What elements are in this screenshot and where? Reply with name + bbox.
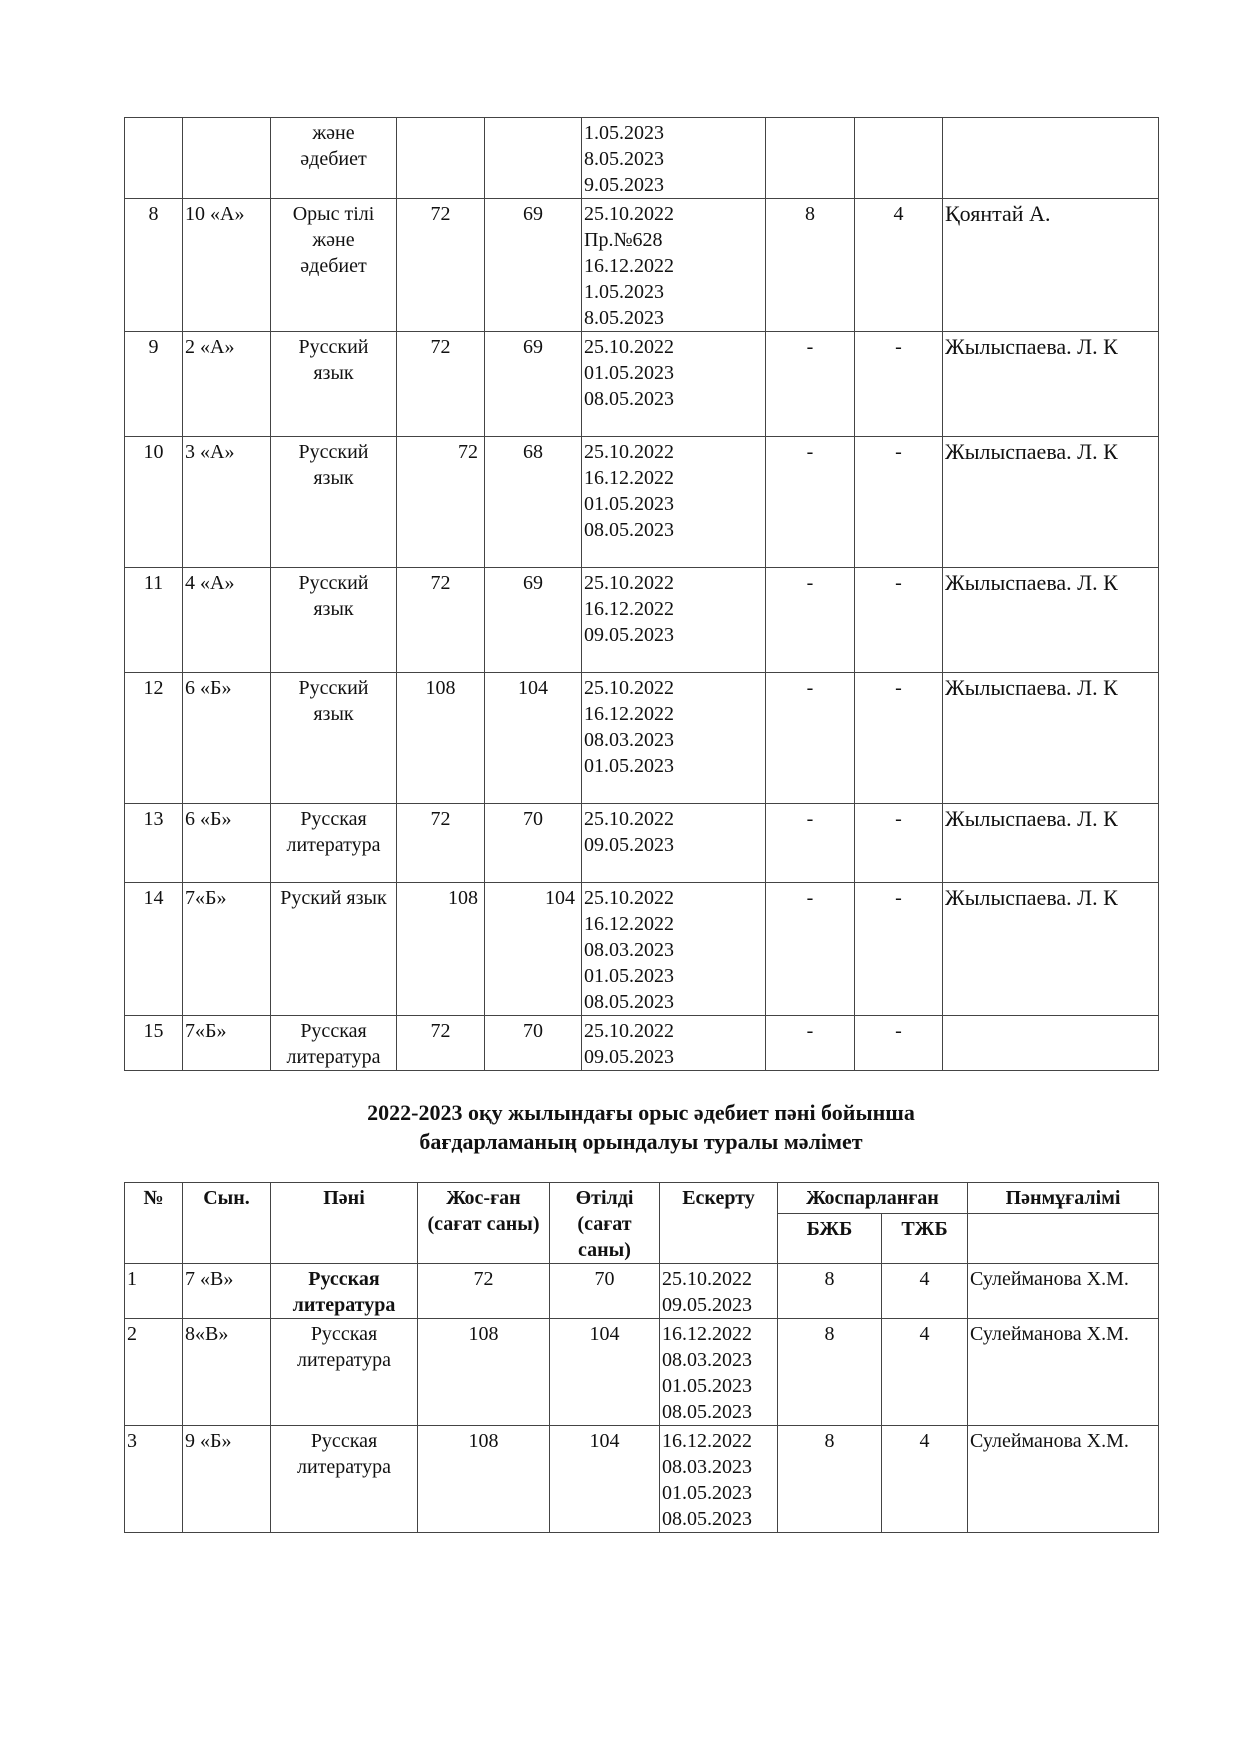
header-teacher: Пәнмұғалімі — [968, 1183, 1159, 1214]
dates-line: 01.05.2023 — [662, 1375, 752, 1397]
bjb-count: - — [766, 804, 855, 883]
dates-line: 09.05.2023 — [662, 1294, 752, 1316]
dates-line: 25.10.2022 — [584, 203, 674, 225]
header-done-hours-line: саны) — [578, 1239, 631, 1261]
header-planned: Жоспарланған — [778, 1183, 968, 1214]
dates-line: 25.10.2022 — [584, 572, 674, 594]
bjb-count: 8 — [778, 1426, 882, 1533]
bjb-count: - — [766, 437, 855, 568]
row-number: 10 — [125, 437, 183, 568]
dates-line: 08.05.2023 — [584, 519, 674, 541]
dates-line: 01.05.2023 — [584, 755, 674, 777]
tjb-count: - — [855, 673, 943, 804]
dates — [582, 118, 766, 199]
subject-line: литература — [296, 1349, 391, 1371]
header-planned-hours — [418, 1183, 550, 1264]
class-name: 7«Б» — [183, 883, 271, 1016]
bjb-count: - — [766, 568, 855, 673]
dates-line: 25.10.2022 — [584, 887, 674, 909]
planned-hours: 108 — [418, 1426, 550, 1533]
tjb-count: - — [855, 332, 943, 437]
planned-hours: 108 — [397, 883, 485, 1016]
bjb-count: - — [766, 1016, 855, 1071]
dates — [660, 1319, 778, 1426]
dates-line: 16.12.2022 — [584, 598, 674, 620]
teacher-name: Жылыспаева. Л. К — [943, 437, 1159, 568]
done-hours: 69 — [485, 568, 582, 673]
dates-line: 16.12.2022 — [584, 467, 674, 489]
class-name: 7«Б» — [183, 1016, 271, 1071]
dates-line: 08.05.2023 — [662, 1508, 752, 1530]
bjb-count: - — [766, 673, 855, 804]
planned-hours: 72 — [397, 437, 485, 568]
subject — [271, 118, 397, 199]
subject — [271, 437, 397, 568]
row-number: 13 — [125, 804, 183, 883]
class-name: 8«В» — [183, 1319, 271, 1426]
done-hours — [485, 118, 582, 199]
done-hours: 104 — [550, 1426, 660, 1533]
class-name: 9 «Б» — [183, 1426, 271, 1533]
dates-line: 09.05.2023 — [584, 1046, 674, 1068]
teacher-name: Сулейманова Х.М. — [968, 1319, 1159, 1426]
heading-line-1: 2022-2023 оқу жылындағы орыс әдебиет пәні бойынша — [367, 1100, 915, 1125]
header-done-hours-line: Өтілді — [575, 1187, 634, 1209]
row-number — [125, 118, 183, 199]
subject-line: Русская — [310, 1323, 378, 1345]
dates-line: 01.05.2023 — [662, 1482, 752, 1504]
teacher-name: Жылыспаева. Л. К — [943, 673, 1159, 804]
subject-line: Русский — [298, 441, 369, 463]
tjb-count: 4 — [882, 1264, 968, 1319]
dates — [660, 1264, 778, 1319]
dates-line: 08.03.2023 — [584, 729, 674, 751]
tjb-count: 4 — [882, 1426, 968, 1533]
planned-hours: 72 — [397, 199, 485, 332]
header-planned-hours-line: Жос-ған — [446, 1187, 521, 1209]
subject — [271, 1264, 418, 1319]
dates-line: 1.05.2023 — [584, 281, 664, 303]
header-tjb: ТЖБ — [882, 1214, 968, 1264]
bjb-count: 8 — [778, 1319, 882, 1426]
subject-line: әдебиет — [300, 255, 367, 277]
dates-line: Пр.№628 — [584, 229, 663, 251]
program-table-1 — [124, 117, 1159, 1071]
dates — [582, 1016, 766, 1071]
planned-hours: 72 — [397, 332, 485, 437]
subject-line: литература — [296, 1456, 391, 1478]
planned-hours: 72 — [397, 568, 485, 673]
dates-line: 16.12.2022 — [584, 913, 674, 935]
dates-line: 16.12.2022 — [584, 703, 674, 725]
dates-line: 01.05.2023 — [584, 362, 674, 384]
tjb-count: - — [855, 437, 943, 568]
subject — [271, 1319, 418, 1426]
table-row — [125, 199, 1159, 332]
subject-line: және — [312, 122, 355, 144]
dates-line: 08.03.2023 — [662, 1349, 752, 1371]
row-number: 12 — [125, 673, 183, 804]
dates-line: 25.10.2022 — [584, 1020, 674, 1042]
subject-line: язык — [313, 703, 354, 725]
table-row — [125, 673, 1159, 804]
dates-line: 9.05.2023 — [584, 174, 664, 196]
header-done-hours-line: (сағат — [577, 1213, 632, 1235]
done-hours: 68 — [485, 437, 582, 568]
heading-line-2: бағдарламаның орындалуы туралы мәлімет — [419, 1129, 863, 1154]
teacher-name: Жылыспаева. Л. К — [943, 568, 1159, 673]
subject-line: литература — [292, 1294, 396, 1316]
dates-line: 08.03.2023 — [584, 939, 674, 961]
planned-hours: 72 — [397, 804, 485, 883]
dates-line: 08.05.2023 — [584, 991, 674, 1013]
teacher-name: Қоянтай А. — [943, 199, 1159, 332]
class-name: 10 «А» — [183, 199, 271, 332]
done-hours: 70 — [485, 1016, 582, 1071]
tjb-count: - — [855, 804, 943, 883]
table-row — [125, 437, 1159, 568]
section-heading — [124, 1098, 1158, 1156]
row-number: 2 — [125, 1319, 183, 1426]
teacher-name: Жылыспаева. Л. К — [943, 332, 1159, 437]
class-name: 6 «Б» — [183, 673, 271, 804]
table-row — [125, 804, 1159, 883]
subject-line: язык — [313, 362, 354, 384]
tjb-count: - — [855, 568, 943, 673]
dates-line: 01.05.2023 — [584, 493, 674, 515]
subject-line: және — [312, 229, 355, 251]
done-hours: 69 — [485, 199, 582, 332]
header-bjb: БЖБ — [778, 1214, 882, 1264]
bjb-count: 8 — [778, 1264, 882, 1319]
table-row — [125, 332, 1159, 437]
subject-line: Русский — [298, 677, 369, 699]
dates-line: 8.05.2023 — [584, 148, 664, 170]
dates — [582, 804, 766, 883]
dates — [582, 568, 766, 673]
table-row — [125, 1319, 1159, 1426]
teacher-name: Сулейманова Х.М. — [968, 1426, 1159, 1533]
tjb-count: 4 — [882, 1319, 968, 1426]
dates — [582, 883, 766, 1016]
done-hours: 104 — [550, 1319, 660, 1426]
subject — [271, 673, 397, 804]
teacher-name: Жылыспаева. Л. К — [943, 804, 1159, 883]
dates-line: 16.12.2022 — [584, 255, 674, 277]
header-number: № — [125, 1183, 183, 1264]
done-hours: 70 — [485, 804, 582, 883]
teacher-name: Жылыспаева. Л. К — [943, 883, 1159, 1016]
class-name: 6 «Б» — [183, 804, 271, 883]
dates-line: 16.12.2022 — [662, 1323, 752, 1345]
planned-hours: 108 — [418, 1319, 550, 1426]
tjb-count — [855, 118, 943, 199]
program-table-2 — [124, 1182, 1159, 1533]
bjb-count: - — [766, 883, 855, 1016]
dates-line: 08.05.2023 — [584, 388, 674, 410]
dates-line: 25.10.2022 — [584, 677, 674, 699]
subject — [271, 199, 397, 332]
table-row — [125, 118, 1159, 199]
teacher-name: Сулейманова Х.М. — [968, 1264, 1159, 1319]
class-name: 3 «А» — [183, 437, 271, 568]
dates — [582, 673, 766, 804]
dates-line: 25.10.2022 — [584, 336, 674, 358]
subject — [271, 804, 397, 883]
row-number: 11 — [125, 568, 183, 673]
bjb-count: 8 — [766, 199, 855, 332]
subject-line: Русская — [300, 1020, 367, 1042]
row-number: 9 — [125, 332, 183, 437]
header-class: Сын. — [183, 1183, 271, 1264]
planned-hours: 108 — [397, 673, 485, 804]
tjb-count: 4 — [855, 199, 943, 332]
subject-line: Руский язык — [280, 887, 387, 909]
planned-hours: 72 — [418, 1264, 550, 1319]
dates-line: 01.05.2023 — [584, 965, 674, 987]
table-row — [125, 568, 1159, 673]
subject-line: әдебиет — [300, 148, 367, 170]
header-planned-hours-line: (сағат саны) — [427, 1213, 540, 1235]
done-hours: 69 — [485, 332, 582, 437]
dates-line: 09.05.2023 — [584, 834, 674, 856]
bjb-count — [766, 118, 855, 199]
dates — [582, 332, 766, 437]
planned-hours — [397, 118, 485, 199]
done-hours: 70 — [550, 1264, 660, 1319]
dates-line: 25.10.2022 — [584, 808, 674, 830]
dates-line: 08.03.2023 — [662, 1456, 752, 1478]
subject-line: Русская — [300, 808, 367, 830]
table-row — [125, 1016, 1159, 1071]
header-subject: Пәні — [271, 1183, 418, 1264]
header-done-hours — [550, 1183, 660, 1264]
bjb-count: - — [766, 332, 855, 437]
header-note: Ескерту — [660, 1183, 778, 1264]
teacher-name — [943, 1016, 1159, 1071]
done-hours: 104 — [485, 883, 582, 1016]
subject-line: язык — [313, 598, 354, 620]
done-hours: 104 — [485, 673, 582, 804]
planned-hours: 72 — [397, 1016, 485, 1071]
class-name — [183, 118, 271, 199]
subject-line: Русская — [308, 1268, 380, 1290]
subject — [271, 1426, 418, 1533]
subject-line: Русский — [298, 572, 369, 594]
subject — [271, 883, 397, 1016]
row-number: 3 — [125, 1426, 183, 1533]
subject — [271, 332, 397, 437]
subject-line: язык — [313, 467, 354, 489]
row-number: 8 — [125, 199, 183, 332]
row-number: 14 — [125, 883, 183, 1016]
table-row — [125, 1426, 1159, 1533]
dates-line: 8.05.2023 — [584, 307, 664, 329]
row-number: 1 — [125, 1264, 183, 1319]
class-name: 4 «А» — [183, 568, 271, 673]
subject-line: литература — [286, 834, 381, 856]
subject-line: литература — [286, 1046, 381, 1068]
dates-line: 09.05.2023 — [584, 624, 674, 646]
subject — [271, 1016, 397, 1071]
header-teacher-blank — [968, 1214, 1159, 1264]
dates-line: 08.05.2023 — [662, 1401, 752, 1423]
dates-line: 25.10.2022 — [662, 1268, 752, 1290]
table-row — [125, 883, 1159, 1016]
dates — [660, 1426, 778, 1533]
teacher-name — [943, 118, 1159, 199]
class-name: 7 «В» — [183, 1264, 271, 1319]
subject-line: Орыс тілі — [292, 203, 375, 225]
dates — [582, 199, 766, 332]
row-number: 15 — [125, 1016, 183, 1071]
dates-line: 1.05.2023 — [584, 122, 664, 144]
dates-line: 16.12.2022 — [662, 1430, 752, 1452]
tjb-count: - — [855, 1016, 943, 1071]
table-row — [125, 1264, 1159, 1319]
subject-line: Русская — [310, 1430, 378, 1452]
dates-line: 25.10.2022 — [584, 441, 674, 463]
subject — [271, 568, 397, 673]
dates — [582, 437, 766, 568]
class-name: 2 «А» — [183, 332, 271, 437]
tjb-count: - — [855, 883, 943, 1016]
subject-line: Русский — [298, 336, 369, 358]
